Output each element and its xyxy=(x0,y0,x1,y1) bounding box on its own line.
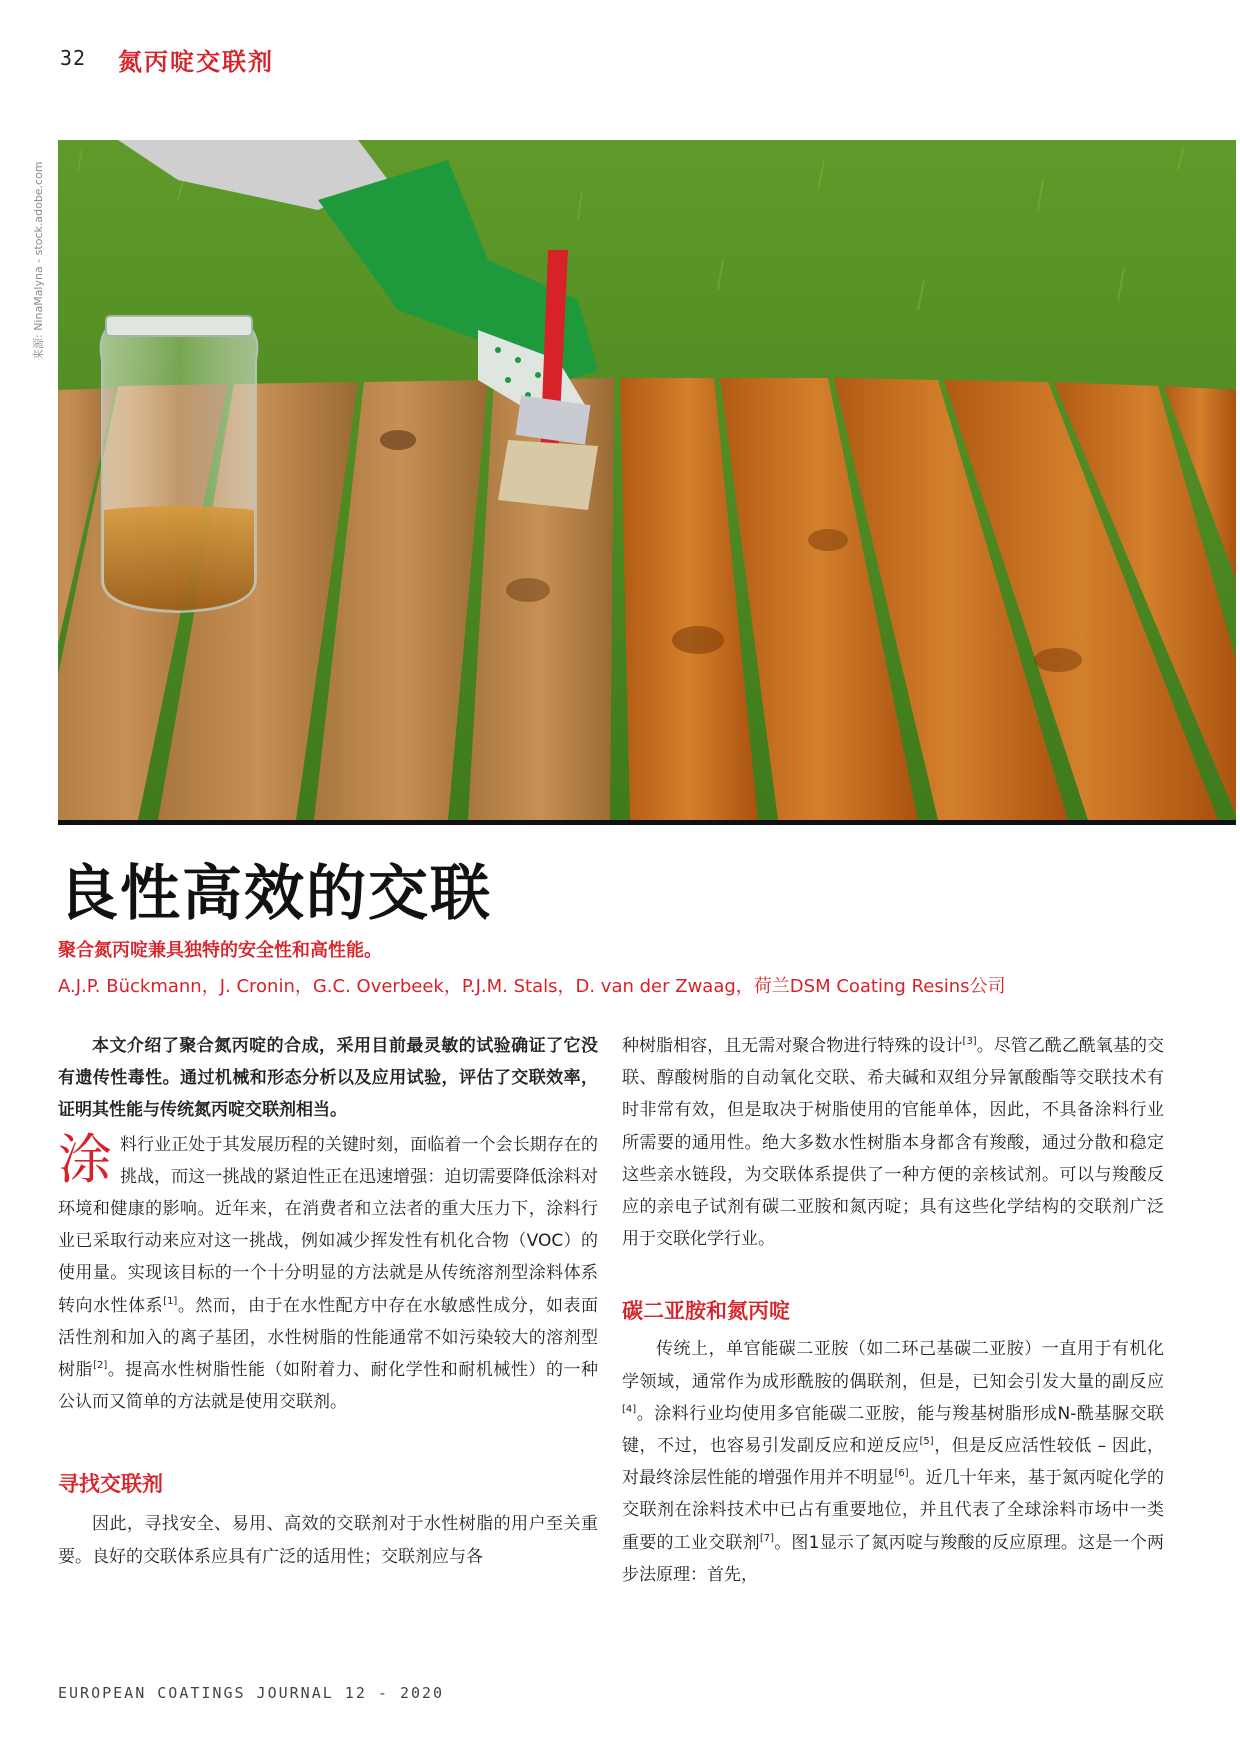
photo-credit: 来源: NinaMalyna - stock.adobe.com xyxy=(32,161,45,360)
section-heading-carbodiimide-aziridine: 碳二亚胺和氮丙啶 xyxy=(622,1299,790,1324)
s2-text-1: 传统上，单官能碳二亚胺（如二环己基碳二亚胺）一直用于有机化学领域，通常作为成形酰胺的偶联剂，但是，已知会引发大量的副反应 xyxy=(622,1339,1164,1392)
intro-text-1: 料行业正处于其发展历程的关键时刻，面临着一个会长期存在的挑战，而这一挑战的紧迫性正在迅速增强：迫切需要降低涂料对环境和健康的影响。近年来，在消费者和立法者的重大压力下，涂料行业已采取行动来应对这一挑战，例如减少挥发性有机化合物（VOC）的使用量。实现该目标的一个十分明显的方法就是从传统溶剂型涂料体系转向水性体系 xyxy=(58,1134,598,1316)
section2-paragraph xyxy=(622,1333,1164,1591)
right-text-1: 种树脂相容，且无需对聚合物进行特殊的设计 xyxy=(622,1036,963,1056)
reference-1: [1] xyxy=(163,1295,178,1307)
intro-text-3: 。提高水性树脂性能（如附着力、耐化学性和耐机械性）的一种公认而又简单的方法就是使用交联剂。 xyxy=(58,1360,599,1413)
section-heading-find-crosslinker: 寻找交联剂 xyxy=(58,1472,163,1497)
hero-image xyxy=(58,140,1236,820)
intro-paragraph xyxy=(58,1129,598,1419)
dropcap: 涂 xyxy=(58,1127,112,1191)
article-subtitle: 聚合氮丙啶兼具独特的安全性和高性能。 xyxy=(58,940,382,961)
column-right xyxy=(622,1030,1164,1591)
section1-paragraph: 因此，寻找安全、易用、高效的交联剂对于水性树脂的用户至关重要。良好的交联体系应具有广泛的适用性；交联剂应与各 xyxy=(58,1514,598,1567)
reference-5: [5] xyxy=(919,1436,934,1448)
hero-photo-wood-deck-brush-icon xyxy=(58,140,1236,820)
right-text-2: 。尽管乙酰乙酰氧基的交联、醇酸树脂的自动氧化交联、希夫碱和双组分异氰酸酯等交联技术有时非常有效，但是取决于树脂使用的官能单体，因此，不具备涂料行业所需要的通用性。绝大多数水性树脂本身都含有羧酸，通过分散和稳定这些亲水链段，为交联体系提供了一种方便的亲核试剂。可以与羧酸反应的亲电子试剂有碳二亚胺和氮丙啶；具有这些化学结构的交联剂广泛用于交联化学行业。 xyxy=(622,1036,1165,1250)
hero-rule xyxy=(58,820,1236,825)
section-title: 氮丙啶交联剂 xyxy=(118,48,274,76)
journal-footer: EUROPEAN COATINGS JOURNAL 12 - 2020 xyxy=(58,1684,445,1702)
reference-7: [7] xyxy=(759,1532,774,1544)
s2-text-4: 。近几十年来，基于氮丙啶化学的交联剂在涂料技术中已占有重要地位，并且代表了全球涂料市场中一类重要的工业交联剂 xyxy=(622,1468,1165,1553)
intro-text-2: 。然而，由于在水性配方中存在水敏感性成分，如表面活性剂和加入的离子基团，水性树脂的性能通常不如污染较大的溶剂型树脂 xyxy=(58,1295,599,1381)
article-title: 良性高效的交联 xyxy=(58,859,492,929)
column-left xyxy=(58,1030,598,1573)
s2-text-3: ，但是反应活性较低 – 因此，对最终涂层性能的增强作用并不明显 xyxy=(622,1436,1165,1489)
reference-3: [3] xyxy=(962,1036,977,1047)
abstract: 本文介绍了聚合氮丙啶的合成，采用目前最灵敏的试验确证了它没有遗传性毒性。通过机械和形态分析以及应用试验，评估了交联效率，证明其性能与传统氮丙啶交联剂相当。 xyxy=(58,1036,598,1121)
reference-6: [6] xyxy=(894,1468,909,1480)
reference-4: [4] xyxy=(622,1403,637,1415)
s2-text-5: 。图1显示了氮丙啶与羧酸的反应原理。这是一个两步法原理：首先， xyxy=(622,1532,1164,1585)
reference-2: [2] xyxy=(93,1360,108,1372)
article-authors: A.J.P. Bückmann，J. Cronin，G.C. Overbeek，P.J.M. Stals，D. van der Zwaag，荷兰DSM Coating Resins公司 xyxy=(58,976,1006,997)
s2-text-2: 。涂料行业均使用多官能碳二亚胺，能与羧基树脂形成N-酰基脲交联键，不过，也容易引发副反应和逆反应 xyxy=(622,1403,1164,1457)
page-number: 32 xyxy=(60,46,87,70)
right-paragraph-1 xyxy=(622,1030,1164,1255)
